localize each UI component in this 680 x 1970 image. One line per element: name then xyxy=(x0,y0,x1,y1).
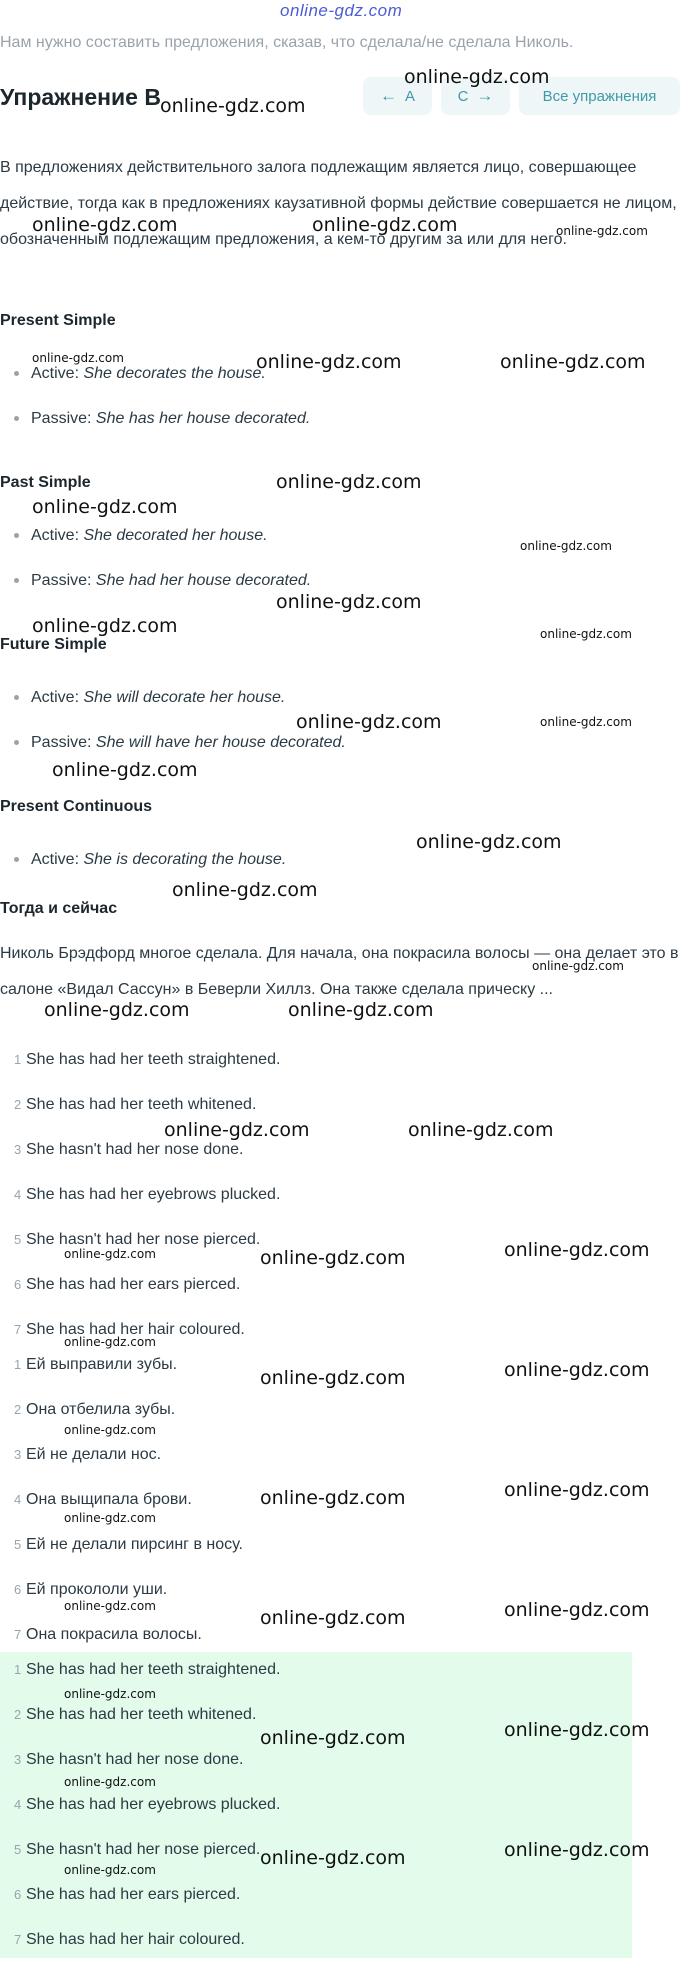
prev-exercise-label: A xyxy=(404,87,415,105)
example-text: She will decorate her house. xyxy=(83,689,286,706)
list-item: 2 She has had her teeth whitened. xyxy=(14,1096,257,1113)
watermark: online-gdz.com xyxy=(260,1487,406,1509)
watermark: online-gdz.com xyxy=(260,1607,406,1629)
section-heading: Present Continuous xyxy=(0,798,153,815)
watermark: online-gdz.com xyxy=(260,1367,406,1389)
watermark: online-gdz.com xyxy=(164,1119,310,1141)
watermark: online-gdz.com xyxy=(64,1863,156,1877)
page-title: Упражнение B xyxy=(0,84,161,110)
list-item: 7 Она покрасила волосы. xyxy=(14,1626,202,1643)
list-item: 5 She hasn't had her nose pierced. xyxy=(14,1231,261,1248)
watermark: online-gdz.com xyxy=(416,831,562,853)
watermark: online-gdz.com xyxy=(504,1239,650,1261)
example-text: She had her house decorated. xyxy=(95,572,312,589)
watermark: online-gdz.com xyxy=(64,1775,156,1789)
list-item: 5 She hasn't had her nose pierced. xyxy=(14,1841,261,1858)
example-text: She decorates the house. xyxy=(83,365,266,382)
next-exercise-label: C xyxy=(457,87,469,105)
example-text: She has her house decorated. xyxy=(95,410,311,427)
watermark: online-gdz.com xyxy=(32,214,178,236)
watermark: online-gdz.com xyxy=(520,539,612,553)
example-label: Passive: xyxy=(31,734,92,751)
list-item: 4 She has had her eyebrows plucked. xyxy=(14,1186,281,1203)
watermark: online-gdz.com xyxy=(276,591,422,613)
example-bullet xyxy=(14,689,285,707)
watermark: online-gdz.com xyxy=(64,1335,156,1349)
watermark: online-gdz.com xyxy=(260,1247,406,1269)
list-item: 6 She has had her ears pierced. xyxy=(14,1276,241,1293)
list-item: 1 Ей выправили зубы. xyxy=(14,1356,178,1373)
watermark: online-gdz.com xyxy=(160,95,306,117)
story-heading: Тогда и сейчас xyxy=(0,900,118,917)
example-bullet xyxy=(14,734,346,752)
example-bullet xyxy=(14,851,286,869)
watermark: online-gdz.com xyxy=(64,1511,156,1525)
watermark: online-gdz.com xyxy=(64,1247,156,1261)
watermark: online-gdz.com xyxy=(504,1599,650,1621)
story-text: Николь Брэдфорд многое сделала. Для начала, она покрасила волосы — она делает это в салоне «Видал Сассун» в Беверли Хиллз. Она также сделала прическу ... xyxy=(0,945,679,998)
list-item: 4 She has had her eyebrows plucked. xyxy=(14,1796,281,1813)
list-item: 3 Ей не делали нос. xyxy=(14,1446,162,1463)
example-bullet xyxy=(14,527,268,545)
watermark: online-gdz.com xyxy=(64,1423,156,1437)
all-exercises-button[interactable]: Все упражнения xyxy=(519,77,680,115)
example-bullet xyxy=(14,365,266,383)
site-logo[interactable]: online-gdz.com xyxy=(280,1,403,20)
english-list xyxy=(0,1045,280,1360)
example-bullet xyxy=(14,410,310,428)
watermark: online-gdz.com xyxy=(32,496,178,518)
example-label: Passive: xyxy=(31,572,92,589)
section-heading: Present Simple xyxy=(0,312,116,329)
theory-intro: В предложениях действительного залога подлежащим является лицо, совершающее действие, тогда как в предложениях каузативной формы действие совершается не лицом, обозначенным подлежащим предложения, а кем-то другим за или для него. xyxy=(0,159,677,248)
arrow-left-icon: ← xyxy=(379,86,397,105)
watermark: online-gdz.com xyxy=(64,1687,156,1701)
watermark: online-gdz.com xyxy=(504,1719,650,1741)
watermark: online-gdz.com xyxy=(504,1839,650,1861)
example-label: Active: xyxy=(31,527,80,544)
example-text: She will have her house decorated. xyxy=(95,734,346,751)
watermark: online-gdz.com xyxy=(64,1599,156,1613)
section-heading: Future Simple xyxy=(0,636,107,653)
russian-list xyxy=(0,1350,243,1665)
watermark: online-gdz.com xyxy=(500,351,646,373)
arrow-right-icon: → xyxy=(476,86,494,105)
example-label: Active: xyxy=(31,851,80,868)
watermark: online-gdz.com xyxy=(44,999,190,1021)
example-label: Active: xyxy=(31,689,80,706)
list-item: 1 She has had her teeth straightened. xyxy=(14,1051,281,1068)
list-item: 7 She has had her hair coloured. xyxy=(14,1931,245,1948)
example-label: Passive: xyxy=(31,410,92,427)
watermark: online-gdz.com xyxy=(312,214,458,236)
example-label: Active: xyxy=(31,365,80,382)
task-description: Нам нужно составить предложения, сказав, что сделала/не сделала Николь. xyxy=(0,34,574,51)
watermark: online-gdz.com xyxy=(276,471,422,493)
example-text: She decorated her house. xyxy=(83,527,268,544)
watermark: online-gdz.com xyxy=(540,627,632,641)
watermark: online-gdz.com xyxy=(556,224,648,238)
list-item: 3 She hasn't had her nose done. xyxy=(14,1751,244,1768)
watermark: online-gdz.com xyxy=(260,1847,406,1869)
watermark: online-gdz.com xyxy=(288,999,434,1021)
watermark: online-gdz.com xyxy=(504,1479,650,1501)
watermark: online-gdz.com xyxy=(296,711,442,733)
watermark: online-gdz.com xyxy=(256,351,402,373)
list-item: 3 She hasn't had her nose done. xyxy=(14,1141,244,1158)
list-item: 4 Она выщипала брови. xyxy=(14,1491,192,1508)
list-item: 6 Ей прокололи уши. xyxy=(14,1581,168,1598)
watermark: online-gdz.com xyxy=(540,715,632,729)
list-item: 5 Ей не делали пирсинг в носу. xyxy=(14,1536,243,1553)
list-item: 2 Она отбелила зубы. xyxy=(14,1401,176,1418)
answer-list xyxy=(0,1655,280,1970)
list-item: 7 She has had her hair coloured. xyxy=(14,1321,245,1338)
list-item: 2 She has had her teeth whitened. xyxy=(14,1706,257,1723)
watermark: online-gdz.com xyxy=(32,351,124,365)
watermark: online-gdz.com xyxy=(532,959,624,973)
section-heading: Past Simple xyxy=(0,474,91,491)
watermark: online-gdz.com xyxy=(408,1119,554,1141)
watermark: online-gdz.com xyxy=(172,879,318,901)
list-item: 6 She has had her ears pierced. xyxy=(14,1886,241,1903)
watermark: online-gdz.com xyxy=(52,759,198,781)
watermark: online-gdz.com xyxy=(260,1727,406,1749)
watermark: online-gdz.com xyxy=(32,615,178,637)
watermark: online-gdz.com xyxy=(404,66,550,88)
example-bullet xyxy=(14,572,311,590)
example-text: She is decorating the house. xyxy=(83,851,287,868)
watermark: online-gdz.com xyxy=(504,1359,650,1381)
list-item: 1 She has had her teeth straightened. xyxy=(14,1661,281,1678)
